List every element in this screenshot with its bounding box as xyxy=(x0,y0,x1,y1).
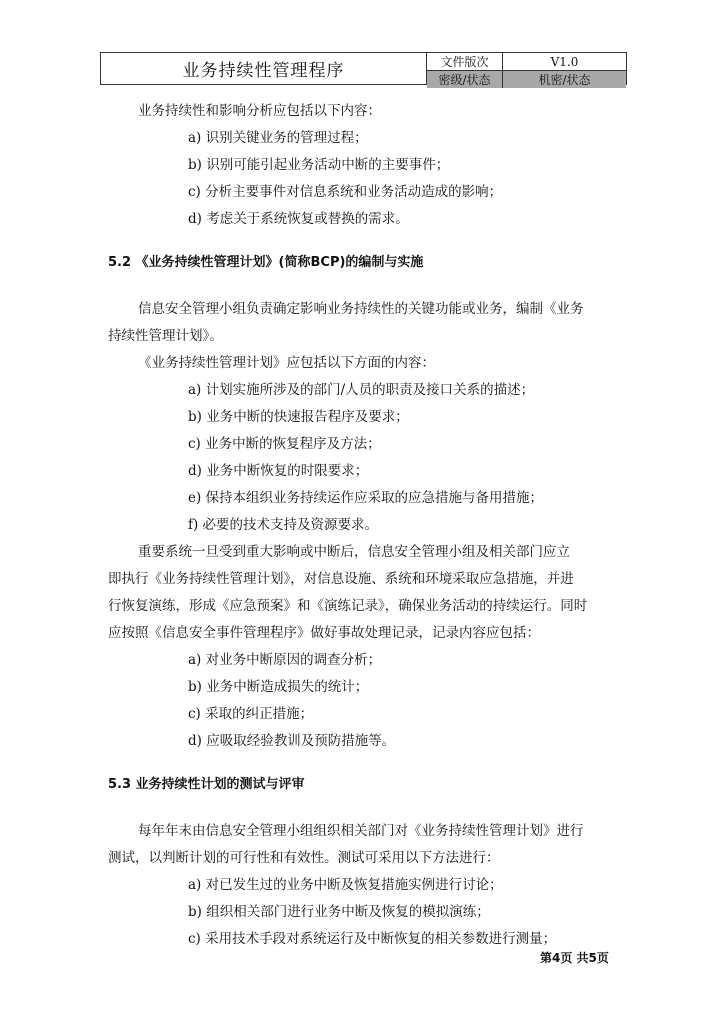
list-item: f) 必要的技术支持及资源要求。 xyxy=(188,517,379,533)
version-row xyxy=(427,53,626,71)
list-item: c) 分析主要事件对信息系统和业务活动造成的影响； xyxy=(188,184,503,200)
security-label: 密级/状态 xyxy=(427,71,503,88)
list-item: a) 计划实施所涉及的部门/人员的职责及接口关系的描述； xyxy=(188,382,535,398)
list-item: a) 对业务中断原因的调查分析； xyxy=(188,652,382,668)
version-label: 文件版次 xyxy=(427,53,503,70)
paragraph-line: 持续性管理计划》。 xyxy=(108,328,223,344)
list-item: b) 组织相关部门进行业务中断及恢复的模拟演练； xyxy=(188,904,490,920)
list-item: b) 识别可能引起业务活动中断的主要事件； xyxy=(188,157,450,173)
section-heading-5-3: 5.3 业务持续性计划的测试与评审 xyxy=(108,777,305,792)
version-value: V1.0 xyxy=(550,54,579,69)
intro-paragraph: 业务持续性和影响分析应包括以下内容： xyxy=(138,103,381,119)
list-item: d) 考虑关于系统恢复或替换的需求。 xyxy=(188,211,409,227)
document-header xyxy=(100,52,627,85)
paragraph-line: 重要系统一旦受到重大影响或中断后，信息安全管理小组及相关部门应立 xyxy=(138,544,570,560)
paragraph-line: 信息安全管理小组负责确定影响业务持续性的关键功能或业务，编制《业务 xyxy=(138,301,584,317)
document-body xyxy=(108,98,618,953)
list-item: a) 对已发生过的业务中断及恢复措施实例进行讨论； xyxy=(188,877,503,893)
page-number: 第4页 共5页 xyxy=(540,951,609,965)
paragraph-line: 应按照《信息安全事件管理程序》做好事故处理记录，记录内容应包括： xyxy=(108,625,540,641)
security-row xyxy=(427,71,626,88)
list-item: a) 识别关键业务的管理过程； xyxy=(188,130,368,146)
security-value: 机密/状态 xyxy=(538,73,591,87)
list-item: b) 业务中断的快速报告程序及要求； xyxy=(188,409,409,425)
paragraph-line: 即执行《业务持续性管理计划》，对信息设施、系统和环境采取应急措施，并进 xyxy=(108,571,574,587)
list-item: e) 保持本组织业务持续运作应采取的应急措施与备用措施； xyxy=(188,490,544,506)
list-item: c) 业务中断的恢复程序及方法； xyxy=(188,436,381,452)
list-item: d) 应吸取经验教训及预防措施等。 xyxy=(188,733,396,749)
list-item: c) 采用技术手段对系统运行及中断恢复的相关参数进行测量； xyxy=(188,931,557,947)
document-title: 业务持续性管理程序 xyxy=(101,53,427,84)
paragraph-line: 每年年末由信息安全管理小组组织相关部门对《业务持续性管理计划》进行 xyxy=(138,823,584,839)
list-item: c) 采取的纠正措施； xyxy=(188,706,314,722)
document-meta xyxy=(427,53,626,87)
list-item: d) 业务中断恢复的时限要求； xyxy=(188,463,369,479)
paragraph-line: 行恢复演练，形成《应急预案》和《演练记录》，确保业务活动的持续运行。同时 xyxy=(108,598,588,614)
paragraph-line: 测试，以判断计划的可行性和有效性。测试可采用以下方法进行： xyxy=(108,850,500,866)
paragraph-line: 《业务持续性管理计划》应包括以下方面的内容： xyxy=(138,355,435,371)
section-heading-5-2: 5.2 《业务持续性管理计划》(简称BCP)的编制与实施 xyxy=(108,255,424,270)
list-item: b) 业务中断造成损失的统计； xyxy=(188,679,369,695)
